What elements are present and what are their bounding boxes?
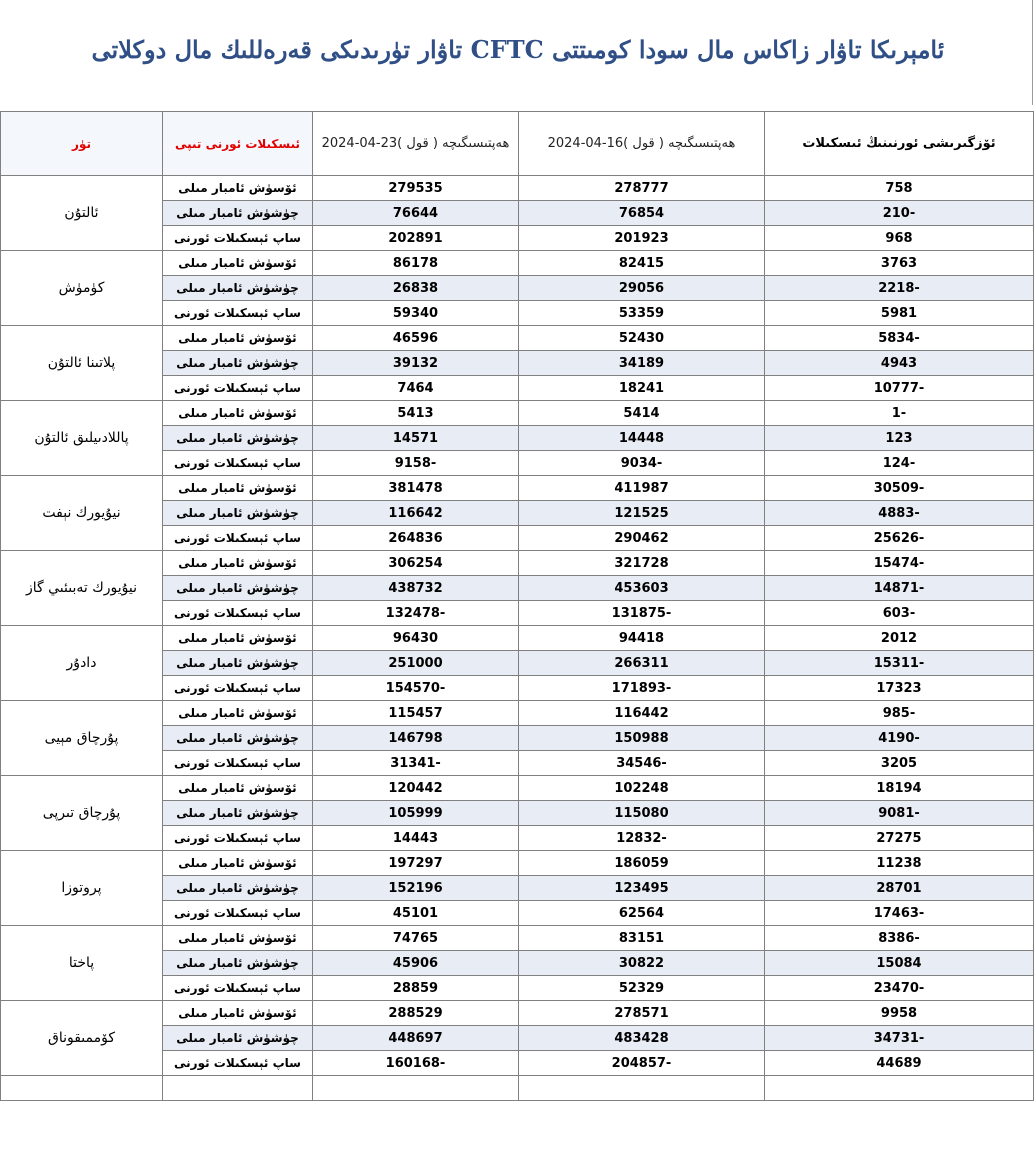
value-2024-04-16-cell: 123495 [519,876,765,901]
change-cell: 10777- [765,376,1034,401]
change-cell: 11238 [765,851,1034,876]
change-cell: 15474- [765,551,1034,576]
change-cell: 30509- [765,476,1034,501]
position-type-cell: ساپ ئېسكىلات ئورنى [163,226,313,251]
position-type-cell: چۈشۈش ئامبار مىلى [163,276,313,301]
report-title: ئامېرىكا تاۋار زاكاس مال سودا كومىتتى CFTC تاۋار تۈرىدىكى قەرەللىك مال دوكلاتى [91,35,945,64]
position-type-cell: چۈشۈش ئامبار مىلى [163,1026,313,1051]
change-cell: 18194 [765,776,1034,801]
value-2024-04-16-cell: 278571 [519,1001,765,1026]
position-type-cell: ئۆسۈش ئامبار مىلى [163,851,313,876]
value-2024-04-16-cell: 94418 [519,626,765,651]
value-2024-04-23-cell: 152196 [313,876,519,901]
change-cell: 603- [765,601,1034,626]
table-row [1,476,1034,501]
value-2024-04-16-cell: 53359 [519,301,765,326]
change-cell: 124- [765,451,1034,476]
position-type-cell: ئۆسۈش ئامبار مىلى [163,1001,313,1026]
value-2024-04-23-cell: 26838 [313,276,519,301]
value-2024-04-23-cell: 115457 [313,701,519,726]
value-2024-04-16-cell: 150988 [519,726,765,751]
change-cell: 14871- [765,576,1034,601]
position-type-cell: ساپ ئېسكىلات ئورنى [163,976,313,1001]
change-cell: 3205 [765,751,1034,776]
value-2024-04-23-cell: 59340 [313,301,519,326]
value-2024-04-23-cell: 86178 [313,251,519,276]
value-2024-04-23-cell: 264836 [313,526,519,551]
table-row [1,626,1034,651]
position-type-cell: ساپ ئېسكىلات ئورنى [163,751,313,776]
table-body [1,176,1034,1101]
value-2024-04-16-cell: 52430 [519,326,765,351]
commodity-name: نيۇيورك تەبىئىي گاز [1,551,163,626]
value-2024-04-16-cell: 171893- [519,676,765,701]
value-2024-04-16-cell: 102248 [519,776,765,801]
change-cell: 28701 [765,876,1034,901]
change-cell: 17323 [765,676,1034,701]
header-date-2024-04-16: 2024-04-16ھەپتىسىگىچە ( قول ) [519,112,765,176]
value-2024-04-23-cell: 306254 [313,551,519,576]
change-cell: 25626- [765,526,1034,551]
value-2024-04-23-cell: 202891 [313,226,519,251]
table-row [1,776,1034,801]
empty-cell [163,1076,313,1101]
value-2024-04-23-cell: 116642 [313,501,519,526]
commodity-name: دادۇر [1,626,163,701]
value-2024-04-23-cell: 74765 [313,926,519,951]
value-2024-04-16-cell: 121525 [519,501,765,526]
value-2024-04-23-cell: 14571 [313,426,519,451]
value-2024-04-16-cell: 278777 [519,176,765,201]
value-2024-04-16-cell: 266311 [519,651,765,676]
position-type-cell: ئۆسۈش ئامبار مىلى [163,326,313,351]
table-row [1,176,1034,201]
position-type-cell: ساپ ئېسكىلات ئورنى [163,376,313,401]
position-type-cell: ئۆسۈش ئامبار مىلى [163,551,313,576]
value-2024-04-23-cell: 9158- [313,451,519,476]
position-type-cell: ساپ ئېسكىلات ئورنى [163,676,313,701]
position-type-cell: چۈشۈش ئامبار مىلى [163,351,313,376]
value-2024-04-23-cell: 45101 [313,901,519,926]
value-2024-04-16-cell: 483428 [519,1026,765,1051]
value-2024-04-16-cell: 411987 [519,476,765,501]
position-type-cell: ساپ ئېسكىلات ئورنى [163,526,313,551]
value-2024-04-23-cell: 31341- [313,751,519,776]
position-type-cell: ساپ ئېسكىلات ئورنى [163,826,313,851]
value-2024-04-23-cell: 46596 [313,326,519,351]
position-type-cell: ئۆسۈش ئامبار مىلى [163,701,313,726]
change-cell: 15084 [765,951,1034,976]
header-position-type: ئىسكىلات ئورنى تىپى [163,112,313,176]
value-2024-04-23-cell: 160168- [313,1051,519,1076]
value-2024-04-16-cell: 115080 [519,801,765,826]
value-2024-04-16-cell: 12832- [519,826,765,851]
position-type-cell: ئۆسۈش ئامبار مىلى [163,626,313,651]
change-cell: 123 [765,426,1034,451]
value-2024-04-16-cell: 83151 [519,926,765,951]
change-cell: 4190- [765,726,1034,751]
empty-cell [519,1076,765,1101]
position-type-cell: ئۆسۈش ئامبار مىلى [163,926,313,951]
empty-cell [1,1076,163,1101]
change-cell: 34731- [765,1026,1034,1051]
commodity-name: كۆممىقوناق [1,1001,163,1076]
value-2024-04-23-cell: 251000 [313,651,519,676]
position-type-cell: چۈشۈش ئامبار مىلى [163,801,313,826]
table-row [1,1001,1034,1026]
table-header-row [1,112,1034,176]
position-type-cell: چۈشۈش ئامبار مىلى [163,501,313,526]
change-cell: 1- [765,401,1034,426]
change-cell: 9081- [765,801,1034,826]
header-date-2024-04-23: 2024-04-23ھەپتىسىگىچە ( قول ) [313,112,519,176]
table-row [1,251,1034,276]
value-2024-04-23-cell: 381478 [313,476,519,501]
change-cell: 44689 [765,1051,1034,1076]
commodity-name: پلاتىنا ئالتۇن [1,326,163,401]
position-type-cell: چۈشۈش ئامبار مىلى [163,426,313,451]
change-cell: 8386- [765,926,1034,951]
commodity-name: نيۇيورك نېفت [1,476,163,551]
change-cell: 9958 [765,1001,1034,1026]
value-2024-04-16-cell: 30822 [519,951,765,976]
value-2024-04-23-cell: 45906 [313,951,519,976]
table-row [1,326,1034,351]
change-cell: 4943 [765,351,1034,376]
change-cell: 5834- [765,326,1034,351]
header-position-change: ئۆزگىرىشى ئورنىنىڭ ئىسكىلات [765,112,1034,176]
position-type-cell: چۈشۈش ئامبار مىلى [163,726,313,751]
change-cell: 27275 [765,826,1034,851]
value-2024-04-23-cell: 7464 [313,376,519,401]
table-row [1,851,1034,876]
change-cell: 5981 [765,301,1034,326]
value-2024-04-23-cell: 146798 [313,726,519,751]
value-2024-04-16-cell: 34546- [519,751,765,776]
value-2024-04-23-cell: 120442 [313,776,519,801]
change-cell: 3763 [765,251,1034,276]
change-cell: 17463- [765,901,1034,926]
table-row [1,551,1034,576]
value-2024-04-23-cell: 197297 [313,851,519,876]
value-2024-04-23-cell: 14443 [313,826,519,851]
position-type-cell: ساپ ئېسكىلات ئورنى [163,1051,313,1076]
table-row [1,401,1034,426]
position-type-cell: چۈشۈش ئامبار مىلى [163,951,313,976]
value-2024-04-23-cell: 76644 [313,201,519,226]
position-type-cell: چۈشۈش ئامبار مىلى [163,651,313,676]
change-cell: 985- [765,701,1034,726]
commodity-name: كۈمۈش [1,251,163,326]
table-row [1,701,1034,726]
empty-cell [313,1076,519,1101]
commodity-name: ئالتۇن [1,176,163,251]
value-2024-04-16-cell: 29056 [519,276,765,301]
value-2024-04-23-cell: 39132 [313,351,519,376]
change-cell: 23470- [765,976,1034,1001]
change-cell: 2218- [765,276,1034,301]
commodity-name: پۇرچاق تىرپى [1,776,163,851]
change-cell: 210- [765,201,1034,226]
change-cell: 968 [765,226,1034,251]
value-2024-04-23-cell: 28859 [313,976,519,1001]
position-type-cell: ئۆسۈش ئامبار مىلى [163,176,313,201]
value-2024-04-16-cell: 9034- [519,451,765,476]
value-2024-04-16-cell: 82415 [519,251,765,276]
value-2024-04-16-cell: 290462 [519,526,765,551]
value-2024-04-23-cell: 154570- [313,676,519,701]
value-2024-04-16-cell: 18241 [519,376,765,401]
position-type-cell: چۈشۈش ئامبار مىلى [163,876,313,901]
value-2024-04-23-cell: 288529 [313,1001,519,1026]
value-2024-04-23-cell: 105999 [313,801,519,826]
position-type-cell: ساپ ئېسكىلات ئورنى [163,451,313,476]
value-2024-04-16-cell: 201923 [519,226,765,251]
value-2024-04-16-cell: 34189 [519,351,765,376]
empty-cell [765,1076,1034,1101]
empty-footer-row [1,1076,1034,1101]
value-2024-04-16-cell: 321728 [519,551,765,576]
value-2024-04-23-cell: 438732 [313,576,519,601]
header-commodity: تۈر [1,112,163,176]
value-2024-04-16-cell: 204857- [519,1051,765,1076]
position-type-cell: ساپ ئېسكىلات ئورنى [163,601,313,626]
position-type-cell: چۈشۈش ئامبار مىلى [163,201,313,226]
value-2024-04-16-cell: 116442 [519,701,765,726]
position-type-cell: ساپ ئېسكىلات ئورنى [163,301,313,326]
commodity-name: پۇرچاق مېيى [1,701,163,776]
position-type-cell: ساپ ئېسكىلات ئورنى [163,901,313,926]
commodity-name: پاللادىيلىق ئالتۇن [1,401,163,476]
commodity-name: پاختا [1,926,163,1001]
value-2024-04-23-cell: 132478- [313,601,519,626]
value-2024-04-23-cell: 279535 [313,176,519,201]
cftc-report-table [0,111,1034,1101]
value-2024-04-16-cell: 52329 [519,976,765,1001]
value-2024-04-16-cell: 453603 [519,576,765,601]
value-2024-04-23-cell: 96430 [313,626,519,651]
position-type-cell: ئۆسۈش ئامبار مىلى [163,776,313,801]
change-cell: 4883- [765,501,1034,526]
value-2024-04-16-cell: 76854 [519,201,765,226]
change-cell: 2012 [765,626,1034,651]
value-2024-04-16-cell: 131875- [519,601,765,626]
position-type-cell: ئۆسۈش ئامبار مىلى [163,251,313,276]
value-2024-04-23-cell: 448697 [313,1026,519,1051]
value-2024-04-16-cell: 5414 [519,401,765,426]
position-type-cell: چۈشۈش ئامبار مىلى [163,576,313,601]
value-2024-04-16-cell: 186059 [519,851,765,876]
change-cell: 758 [765,176,1034,201]
change-cell: 15311- [765,651,1034,676]
position-type-cell: ئۆسۈش ئامبار مىلى [163,476,313,501]
commodity-name: پروتوزا [1,851,163,926]
value-2024-04-16-cell: 14448 [519,426,765,451]
value-2024-04-16-cell: 62564 [519,901,765,926]
table-row [1,926,1034,951]
position-type-cell: ئۆسۈش ئامبار مىلى [163,401,313,426]
value-2024-04-23-cell: 5413 [313,401,519,426]
